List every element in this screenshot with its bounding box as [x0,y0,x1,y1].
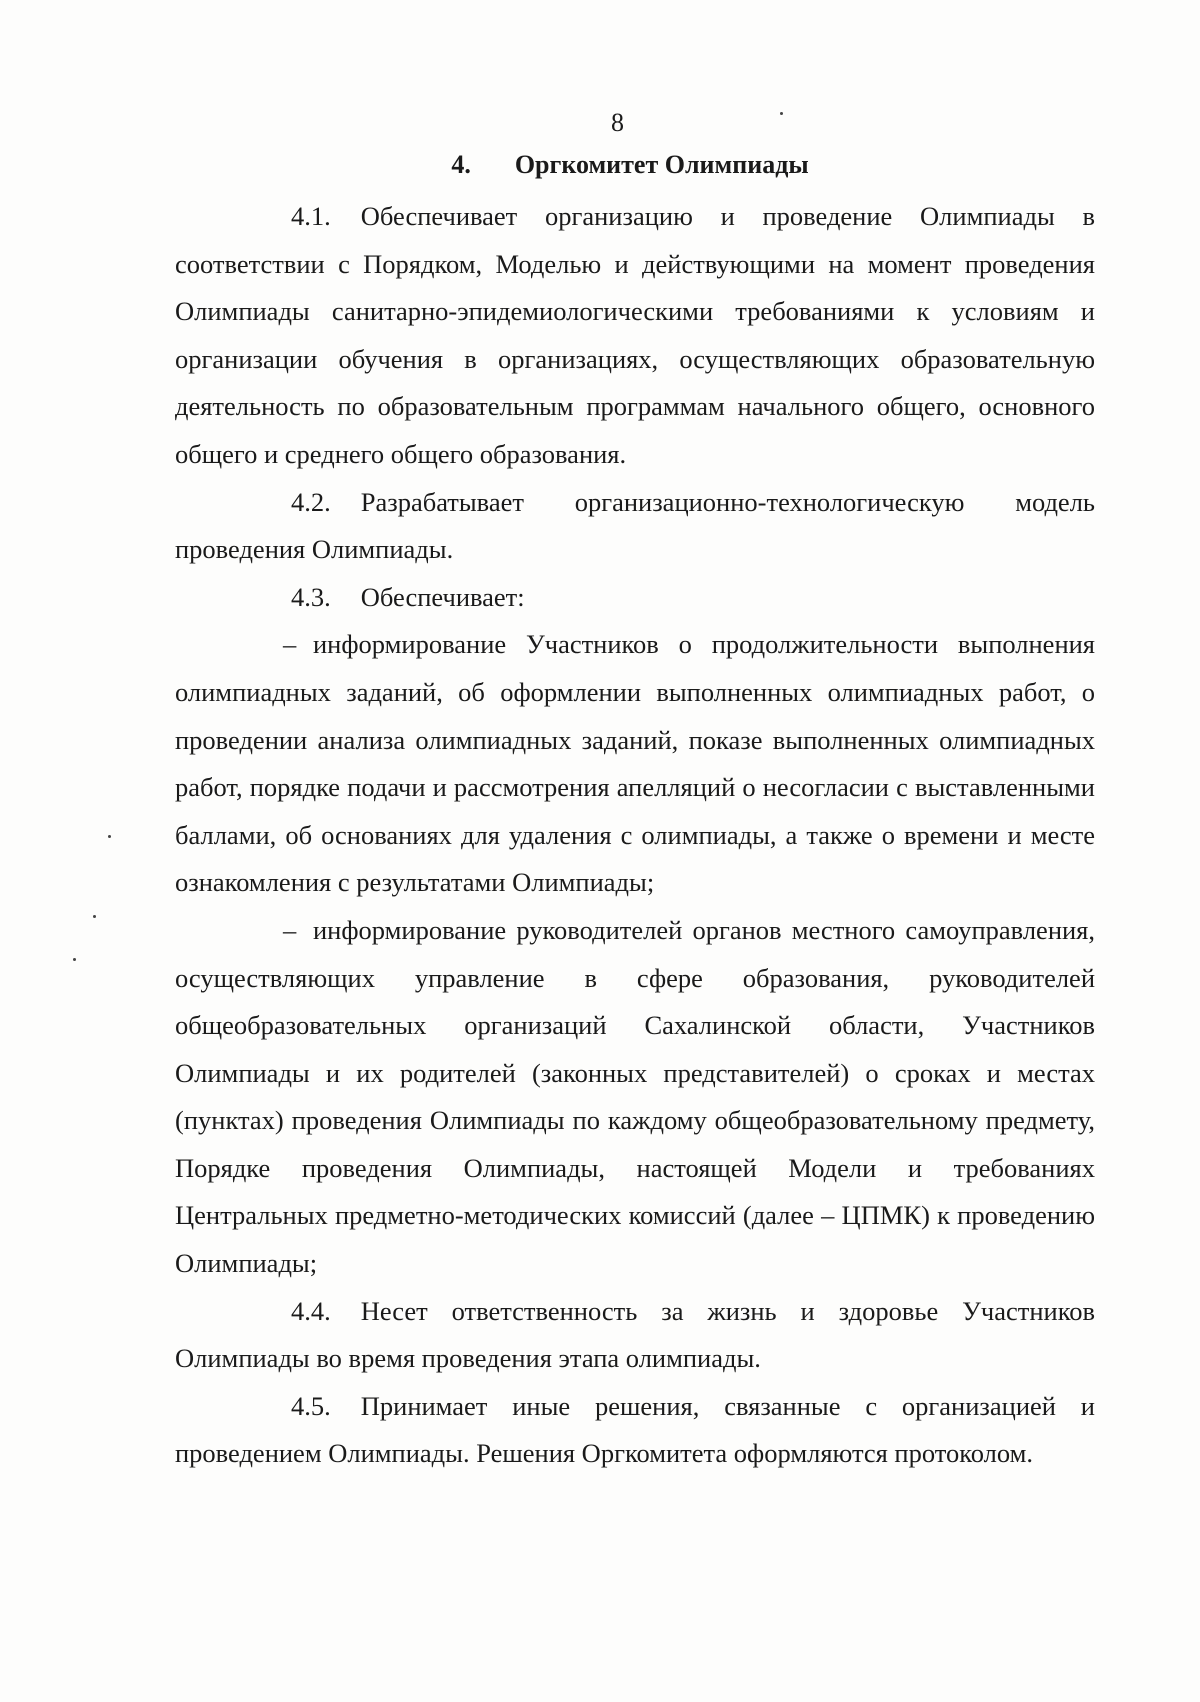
clause-4-4 [175,1288,1095,1383]
list-item-text: информирование руководителей органов местного самоуправления, осуществляющих управление в сфере образования, руководителей общеобразовательных организаций Сахалинской области, Участников Олимпиады и их родителей (законных представителей) о сроках и местах (пунктах) проведения Олимпиады по каждому общеобразовательному предмету, Порядке проведения Олимпиады, настоящей Модели и требованиях Центральных предметно-методических комиссий (далее – ЦПМК) к проведению Олимпиады; [175,914,1095,1279]
clause-4-3 [175,574,1095,622]
clause-number: 4.4. [291,1295,331,1326]
clause-text: Несет ответственность за жизнь и здоровье Участников Олимпиады во время проведения этапа олимпиады. [175,1295,1095,1374]
list-item-informing-participants [175,621,1095,907]
scan-speck [780,112,783,115]
list-item-text: информирование Участников о продолжительности выполнения олимпиадных заданий, об оформлении выполненных олимпиадных работ, о проведении анализа олимпиадных заданий, показе выполненных олимпиадных работ, порядке подачи и рассмотрения апелляций о несогласии с выставленными баллами, об основаниях для удаления с олимпиады, а также о времени и месте ознакомления с результатами Олимпиады; [175,629,1095,898]
list-dash: – [283,914,297,945]
clause-text: Разрабатывает организационно-технологическую модель проведения Олимпиады. [175,486,1095,565]
clause-number: 4.5. [291,1390,331,1421]
scan-speck [73,958,76,961]
clause-text: Обеспечивает организацию и проведение Олимпиады в соответствии с Порядком, Моделью и действующими на момент проведения Олимпиады санитарно-эпидемиологическими требованиями к условиям и организации обучения в организациях, осуществляющих образовательную деятельность по образовательным программам начального общего, основного общего и среднего общего образования. [175,201,1095,469]
document-body [175,193,1095,1478]
section-heading [0,150,1200,180]
clause-number: 4.1. [291,201,331,231]
clause-text: Принимает иные решения, связанные с организацией и проведением Олимпиады. Решения Оргкомитета оформляются протоколом. [175,1390,1095,1469]
clause-4-1 [175,193,1095,479]
scan-speck [108,835,111,838]
clause-text: Обеспечивает: [360,581,525,612]
section-number: 4. [451,150,471,179]
scan-speck [93,915,96,918]
list-dash: – [283,629,297,660]
section-title: Оргкомитет Олимпиады [514,150,809,179]
page-number: 8 [611,108,624,137]
clause-number: 4.3. [291,581,331,612]
list-item-informing-officials [175,907,1095,1288]
clause-4-5 [175,1383,1095,1478]
clause-4-2 [175,479,1095,574]
clause-number: 4.2. [291,486,331,517]
